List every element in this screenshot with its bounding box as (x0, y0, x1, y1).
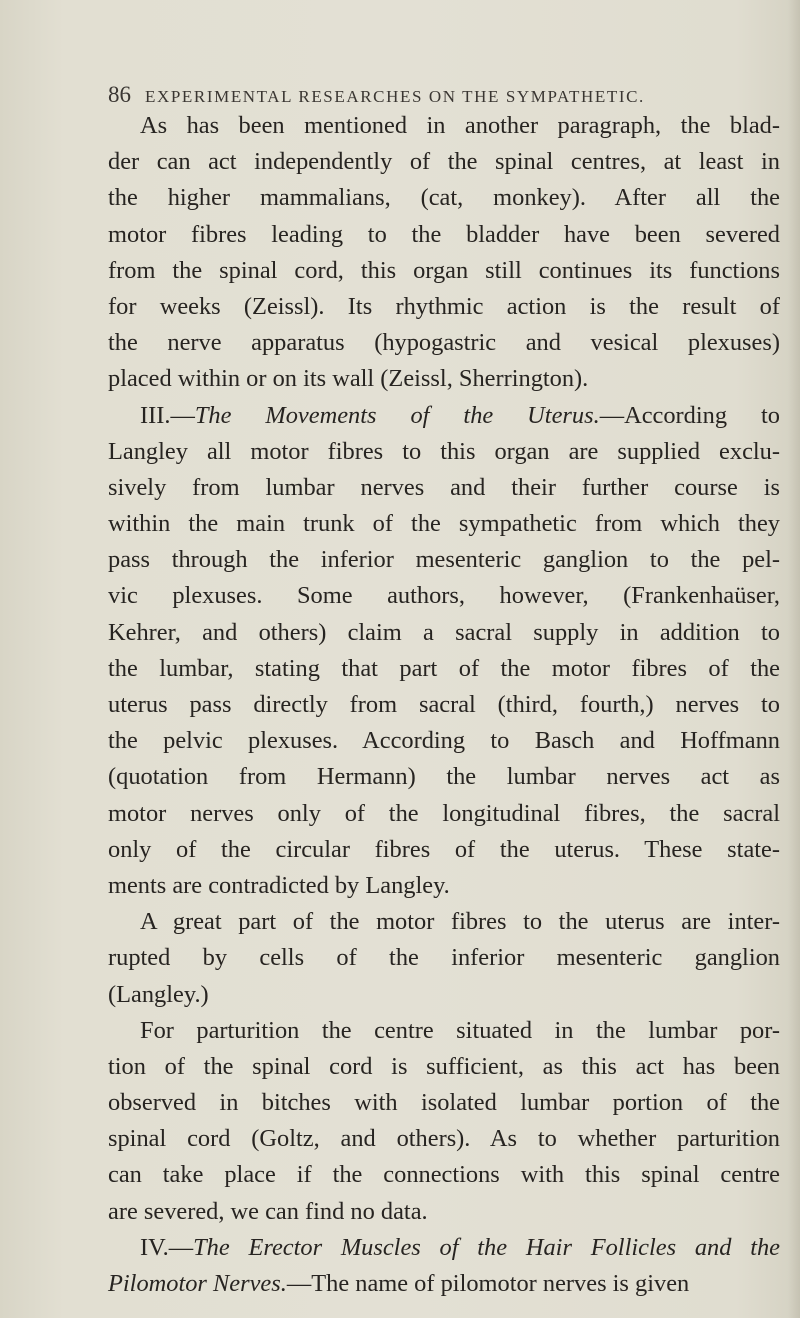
text-line: are severed, we can find no data. (108, 1197, 428, 1225)
section-title: The Erector Muscles of the Hair Follicles and the (193, 1233, 780, 1261)
text-line: ments are contradicted by Langley. (108, 871, 450, 899)
text-line: For parturition the centre situated in the lumbar por- (140, 1016, 780, 1044)
text-line: spinal cord (Goltz, and others). As to whether parturition (108, 1125, 780, 1153)
section-title: The Movements of the Uterus. (194, 401, 600, 429)
text-line: Langley all motor fibres to this organ are supplied exclu- (108, 437, 780, 465)
section-number: III.— (140, 401, 195, 429)
text-line: uterus pass directly from sacral (third, fourth,) nerves to (108, 691, 780, 718)
page-body-text (108, 108, 780, 1302)
text-line: sively from lumbar nerves and their further course is (108, 473, 780, 501)
text-line: rupted by cells of the inferior mesenteric ganglion (108, 944, 780, 972)
running-header (108, 82, 780, 108)
text-line: Kehrer, and others) claim a sacral supply in addition to (108, 618, 780, 646)
text-line: (quotation from Hermann) the lumbar nerves act as (108, 763, 780, 791)
page-number: 86 (108, 82, 131, 107)
text-line: tion of the spinal cord is sufficient, as this act has been (108, 1052, 780, 1080)
text-line: within the main trunk of the sympathetic from which they (108, 510, 780, 538)
text-line: observed in bitches with isolated lumbar portion of the (108, 1089, 780, 1117)
text-line: from the spinal cord, this organ still continues its functions (108, 256, 780, 284)
text-line: A great part of the motor fibres to the uterus are inter- (140, 908, 780, 936)
text-line: the higher mammalians, (cat, monkey). After all the (108, 184, 780, 212)
section-lead: —According (599, 401, 728, 429)
text-line (108, 1266, 780, 1302)
text-line: the pelvic plexuses. According to Basch and Hoffmann (108, 727, 780, 755)
section-heading-pilomotor (108, 1230, 780, 1266)
section-number: IV.— (140, 1233, 194, 1261)
text-line: only of the circular fibres of the uterus. These state- (108, 835, 780, 863)
text-fragment: to (761, 401, 780, 429)
running-title: EXPERIMENTAL RESEARCHES ON THE SYMPATHETIC. (145, 87, 645, 106)
text-line: for weeks (Zeissl). Its rhythmic action is the result of (108, 292, 780, 320)
text-line: der can act independently of the spinal centres, at least in (108, 148, 780, 176)
text-line: (Langley.) (108, 980, 209, 1008)
text-line: the nerve apparatus (hypogastric and vesical plexuses) (108, 329, 780, 357)
page-edge-shadow (788, 0, 800, 1318)
section-heading-uterus (108, 398, 780, 434)
text-line: the lumbar, stating that part of the motor fibres of the (108, 654, 780, 682)
text-line: vic plexuses. Some authors, however, (Frankenhaüser, (108, 582, 780, 610)
text-line: placed within or on its wall (Zeissl, Sherrington). (108, 365, 589, 393)
text-line: pass through the inferior mesenteric ganglion to the pel- (108, 546, 780, 574)
text-line: can take place if the connections with this spinal centre (108, 1161, 780, 1189)
text-line: motor fibres leading to the bladder have been severed (108, 220, 780, 248)
section-title-continued: Pilomotor Nerves. (108, 1270, 287, 1297)
text-fragment: —The name of pilomotor nerves is given (286, 1270, 690, 1297)
text-line: As has been mentioned in another paragraph, the blad- (140, 112, 780, 139)
text-line: motor nerves only of the longitudinal fibres, the sacral (108, 799, 780, 827)
